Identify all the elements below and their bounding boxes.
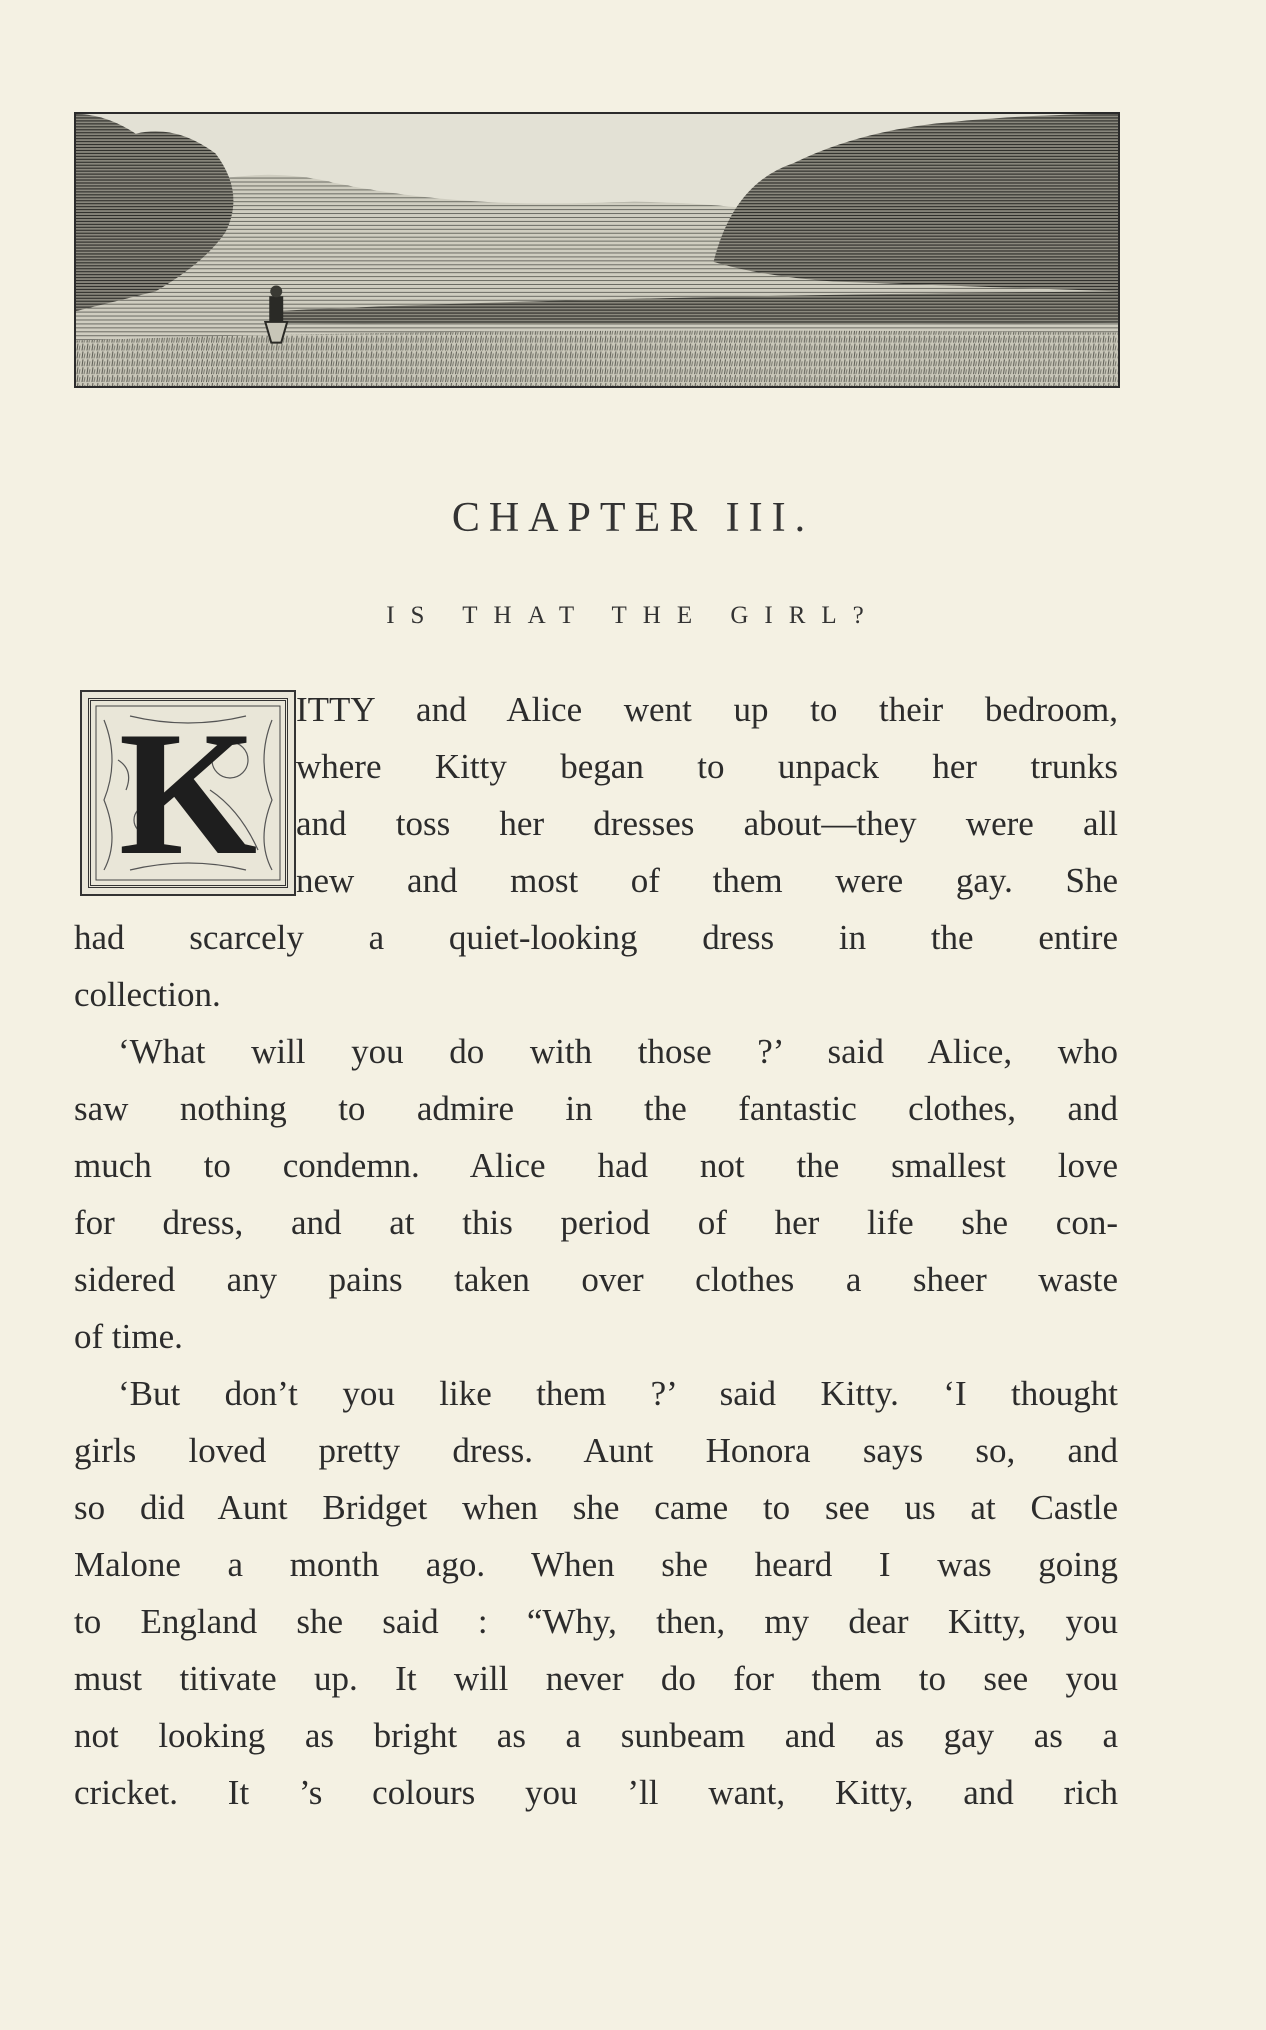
text-line: Malone a month ago. When she heard I was going [74,1545,1118,1584]
text-line: and toss her dresses about—they were all [296,804,1118,843]
text-line: girls loved pretty dress. Aunt Honora says so, and [74,1431,1118,1470]
ornamental-initial-icon [80,690,296,896]
text-line: ‘What will you do with those ?’ said Alice, who [118,1032,1118,1071]
text-line: cricket. It ’s colours you ’ll want, Kitty, and rich [74,1773,1118,1812]
text-line: ITTY and Alice went up to their bedroom, [296,690,1118,729]
text-line: so did Aunt Bridget when she came to see us at Castle [74,1488,1118,1527]
text-line: had scarcely a quiet-looking dress in the entire [74,918,1118,957]
text-line: for dress, and at this period of her life she con- [74,1203,1118,1242]
text-line: saw nothing to admire in the fantastic clothes, and [74,1089,1118,1128]
text-line: must titivate up. It will never do for them to see you [74,1659,1118,1698]
text-line: not looking as bright as a sunbeam and as gay as a [74,1716,1118,1755]
chapter-title: CHAPTER III. [451,495,815,541]
text-line: to England she said : “Why, then, my dear Kitty, you [74,1602,1118,1641]
text-line: ‘But don’t you like them ?’ said Kitty. ‘I thought [118,1374,1118,1413]
text-line: collection. [74,975,221,1014]
drop-cap-letter: K [118,694,258,892]
landscape-engraving-icon [74,112,1120,388]
text-line: where Kitty began to unpack her trunks [296,747,1118,786]
text-line: of time. [74,1317,183,1356]
text-line: much to condemn. Alice had not the smallest love [74,1146,1118,1185]
chapter-subtitle: IS THAT THE GIRL? [386,602,880,629]
text-line: new and most of them were gay. She [296,861,1118,900]
text-line: sidered any pains taken over clothes a sheer waste [74,1260,1118,1299]
